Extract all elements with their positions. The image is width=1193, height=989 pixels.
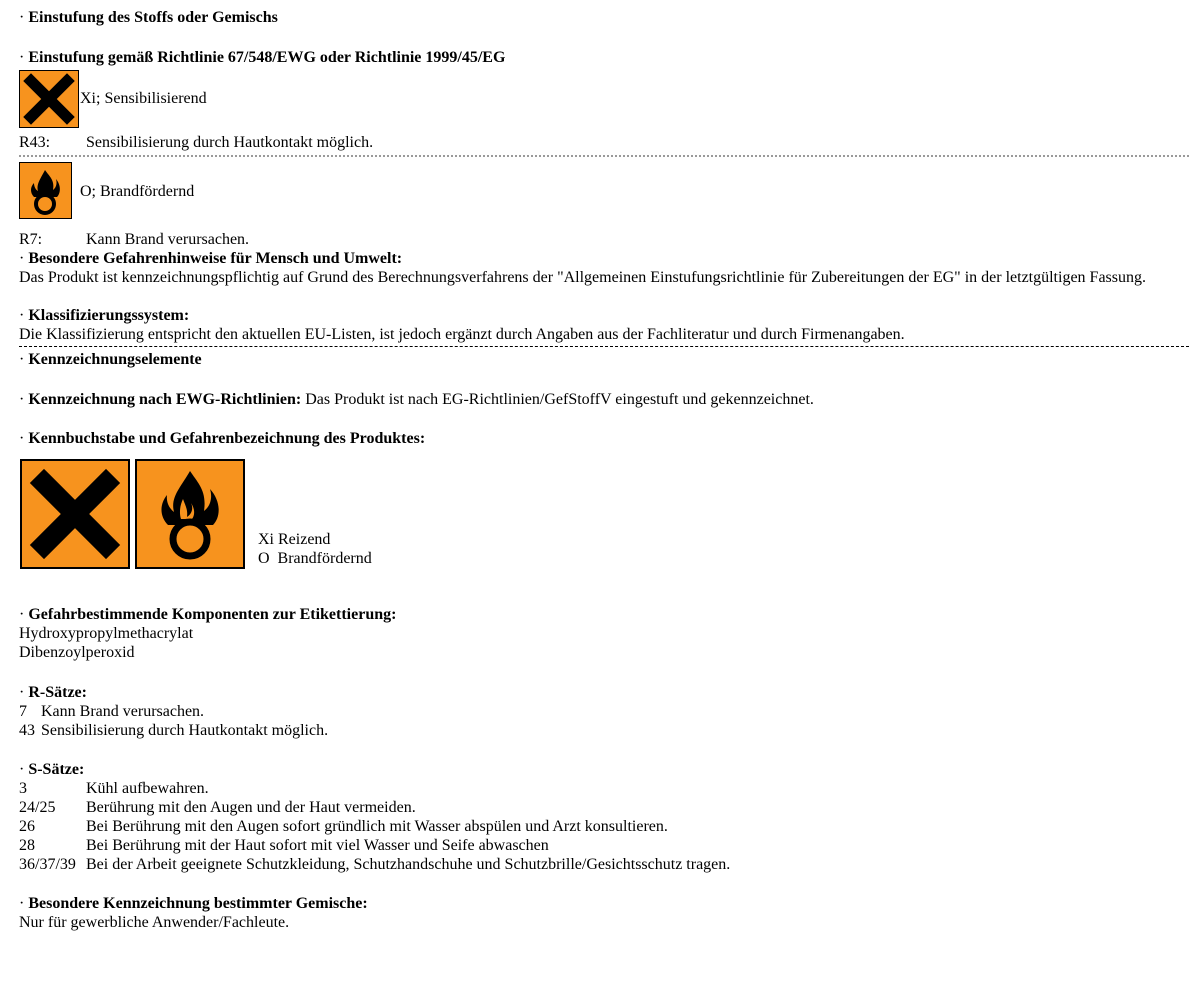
s-phrase-text: Berührung mit den Augen und der Haut vermeiden. bbox=[86, 799, 416, 816]
r-phrases-label: · R-Sätze: bbox=[19, 684, 87, 701]
hazard2-r-text: Kann Brand verursachen. bbox=[86, 231, 250, 248]
ewg-labeling: · Kennzeichnung nach EWG-Richtlinien: Das Produkt ist nach EG-Richtlinien/GefStoffV eingestuft und gekennzeichnet. bbox=[19, 391, 814, 408]
special-hazards-label: · Besondere Gefahrenhinweise für Mensch und Umwelt: bbox=[19, 250, 403, 267]
s-phrase-text: Bei Berührung mit den Augen sofort gründlich mit Wasser abspülen und Arzt konsultieren. bbox=[86, 818, 668, 835]
symbol-line-o: O Brandfördernd bbox=[258, 550, 372, 567]
r-phrase-code: 7 bbox=[19, 703, 27, 720]
special-hazards-text: Das Produkt ist kennzeichnungspflichtig auf Grund des Berechnungsverfahrens der "Allgemeinen Einstufungsrichtlinie für Zubereitungen der EG" in der letztgültigen Fassung. bbox=[19, 269, 1146, 286]
flame-over-circle-icon bbox=[19, 162, 72, 219]
classification-system-label: · Klassifizierungssystem: bbox=[19, 307, 190, 324]
hazard1-text: Xi; Sensibilisierend bbox=[80, 90, 207, 107]
s-phrase-code: 26 bbox=[19, 818, 35, 835]
hazard1-r-text: Sensibilisierung durch Hautkontakt möglich. bbox=[86, 134, 374, 151]
r-phrase-text: Kann Brand verursachen. bbox=[41, 703, 205, 720]
s-phrase-code: 3 bbox=[19, 780, 27, 797]
r-phrase-code: 43 bbox=[19, 722, 35, 739]
hazard2-r-code: R7: bbox=[19, 231, 43, 248]
hazard1-r-code: R43: bbox=[19, 134, 51, 151]
special-mixtures-text: Nur für gewerbliche Anwender/Fachleute. bbox=[19, 914, 290, 931]
r-phrase-text: Sensibilisierung durch Hautkontakt möglich. bbox=[41, 722, 329, 739]
dotted-separator bbox=[19, 155, 1189, 157]
flame-over-circle-icon-large bbox=[135, 459, 245, 569]
s-phrases-label: · S-Sätze: bbox=[19, 761, 85, 778]
dashed-separator bbox=[19, 346, 1189, 347]
xi-cross-icon bbox=[19, 70, 79, 128]
component-item: Dibenzoylperoxid bbox=[19, 644, 135, 661]
special-mixtures-label: · Besondere Kennzeichnung bestimmter Gemische: bbox=[19, 895, 368, 912]
s-phrase-code: 36/37/39 bbox=[19, 856, 76, 873]
symbol-line-xi: Xi Reizend bbox=[258, 531, 331, 548]
s-phrase-text: Bei Berührung mit der Haut sofort mit viel Wasser und Seife abwaschen bbox=[86, 837, 549, 854]
xi-cross-icon-large bbox=[20, 459, 130, 569]
section-classification-heading: · Einstufung des Stoffs oder Gemischs bbox=[19, 9, 278, 26]
letters-heading: · Kennbuchstabe und Gefahrenbezeichnung des Produktes: bbox=[19, 430, 426, 447]
s-phrase-code: 28 bbox=[19, 837, 35, 854]
label-elements-heading: · Kennzeichnungselemente bbox=[19, 351, 202, 368]
component-item: Hydroxypropylmethacrylat bbox=[19, 625, 194, 642]
s-phrase-code: 24/25 bbox=[19, 799, 56, 816]
hazard2-text: O; Brandfördernd bbox=[80, 183, 195, 200]
s-phrase-text: Bei der Arbeit geeignete Schutzkleidung, Schutzhandschuhe und Schutzbrille/Gesichtsschutz tragen. bbox=[86, 856, 731, 873]
components-label: · Gefahrbestimmende Komponenten zur Etikettierung: bbox=[19, 606, 397, 623]
classification-system-text: Die Klassifizierung entspricht den aktuellen EU-Listen, ist jedoch ergänzt durch Angaben aus der Fachliteratur und durch Firmenangaben. bbox=[19, 326, 905, 343]
directive-heading: · Einstufung gemäß Richtlinie 67/548/EWG oder Richtlinie 1999/45/EG bbox=[19, 49, 506, 66]
s-phrase-text: Kühl aufbewahren. bbox=[86, 780, 209, 797]
